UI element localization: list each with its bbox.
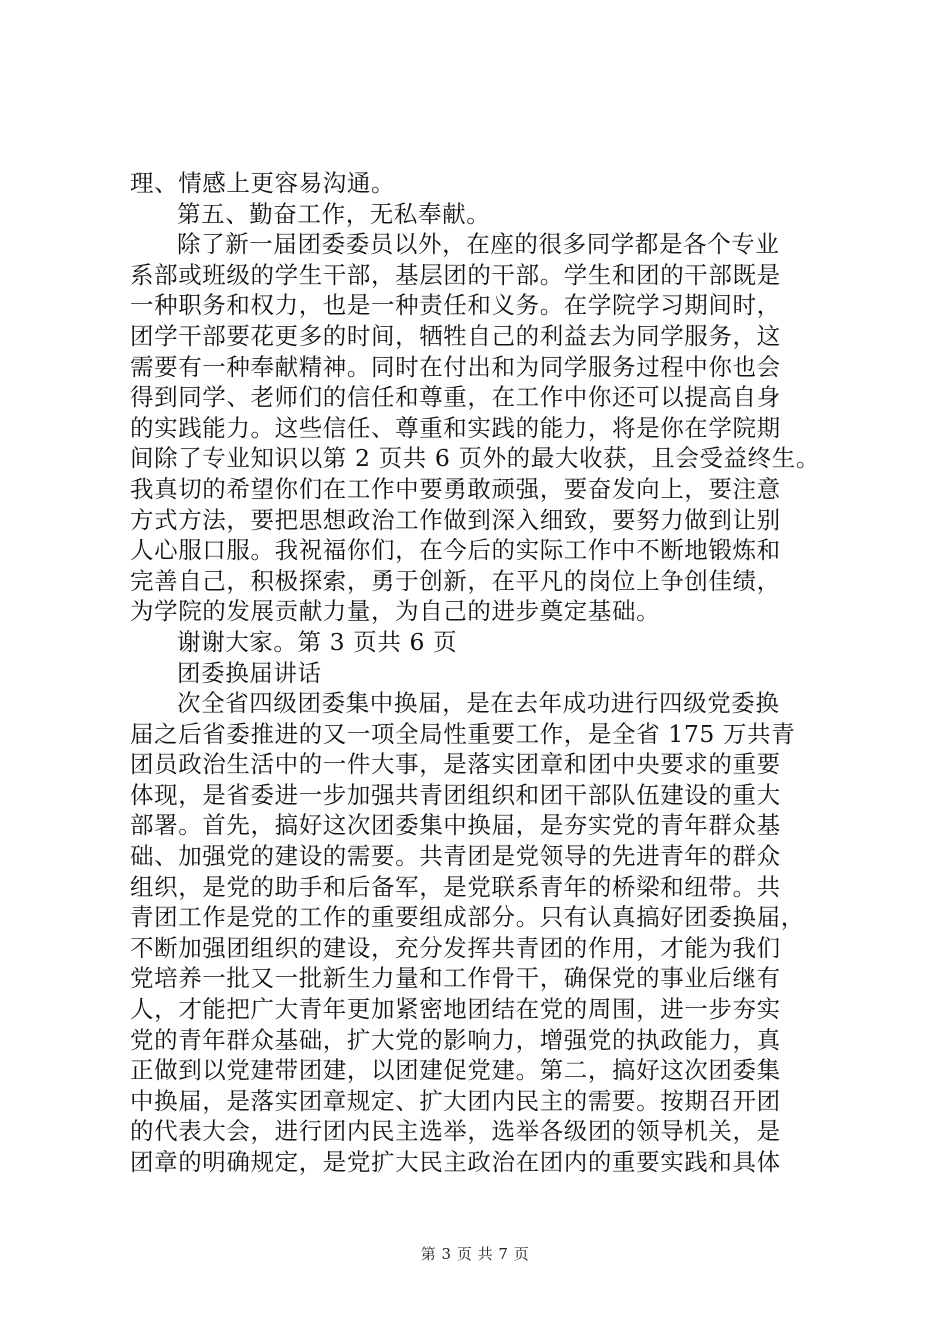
text-line: 不断加强团组织的建设，充分发挥共青团的作用，才能为我们 (130, 933, 781, 962)
text-line: 础、加强党的建设的需要。共青团是党领导的先进青年的群众 (130, 842, 781, 871)
text-line: 部署。首先，搞好这次团委集中换届，是夯实党的青年群众基 (130, 811, 781, 840)
text-line: 系部或班级的学生干部，基层团的干部。学生和团的干部既是 (130, 260, 781, 289)
text-line: 团员政治生活中的一件大事，是落实团章和团中央要求的重要 (130, 750, 781, 779)
text-line: 的代表大会，进行团内民主选举，选举各级团的领导机关，是 (130, 1117, 781, 1146)
text-line: 一种职务和权力，也是一种责任和义务。在学院学习期间时， (130, 291, 781, 320)
text-line: 人心服口服。我祝福你们，在今后的实际工作中不断地锻炼和 (130, 536, 781, 565)
text-line: 组织，是党的助手和后备军，是党联系青年的桥梁和纽带。共 (130, 872, 781, 901)
text-line: 正做到以党建带团建，以团建促党建。第二，搞好这次团委集 (130, 1056, 781, 1085)
text-line: 谢谢大家。第 3 页共 6 页 (177, 627, 458, 656)
text-line: 理、情感上更容易沟通。 (130, 169, 396, 197)
text-line: 人，才能把广大青年更加紧密地团结在党的周围，进一步夯实 (130, 995, 781, 1024)
text-line: 体现，是省委进一步加强共青团组织和团干部队伍建设的重大 (130, 780, 781, 809)
text-line: 除了新一届团委委员以外，在座的很多同学都是各个专业 (177, 230, 780, 259)
text-line: 我真切的希望你们在工作中要勇敢顽强，要奋发向上，要注意 (130, 474, 781, 503)
text-line: 青团工作是党的工作的重要组成部分。只有认真搞好团委换届， (130, 903, 805, 932)
text-line: 完善自己，积极探索，勇于创新，在平凡的岗位上争创佳绩， (130, 566, 781, 595)
document-body (130, 168, 830, 1178)
text-line: 需要有一种奉献精神。同时在付出和为同学服务过程中你也会 (130, 352, 781, 381)
text-line: 届之后省委推进的又一项全局性重要工作，是全省 175 万共青 (130, 719, 796, 748)
text-line: 方式方法，要把思想政治工作做到深入细致，要努力做到让别 (130, 505, 781, 534)
text-line: 第五、勤奋工作，无私奉献。 (177, 199, 491, 228)
text-line: 的实践能力。这些信任、尊重和实践的能力，将是你在学院期 (130, 413, 781, 442)
text-line: 团委换届讲话 (177, 658, 322, 687)
text-line: 团学干部要花更多的时间，牺牲自己的利益去为同学服务，这 (130, 321, 781, 350)
text-line: 团章的明确规定，是党扩大民主政治在团内的重要实践和具体 (130, 1148, 781, 1176)
text-line: 得到同学、老师们的信任和尊重，在工作中你还可以提高自身 (130, 383, 781, 412)
text-line: 党的青年群众基础，扩大党的影响力，增强党的执政能力，真 (130, 1025, 781, 1054)
text-line: 中换届，是落实团章规定、扩大团内民主的需要。按期召开团 (130, 1086, 781, 1115)
page-footer: 第 3 页 共 7 页 (420, 1245, 530, 1263)
text-line: 间除了专业知识以第 2 页共 6 页外的最大收获，且会受益终生。 (130, 444, 820, 473)
text-line: 党培养一批又一批新生力量和工作骨干，确保党的事业后继有 (130, 964, 781, 993)
text-line: 为学院的发展贡献力量，为自己的进步奠定基础。 (130, 597, 661, 626)
text-line: 次全省四级团委集中换届，是在去年成功进行四级党委换 (177, 689, 780, 718)
